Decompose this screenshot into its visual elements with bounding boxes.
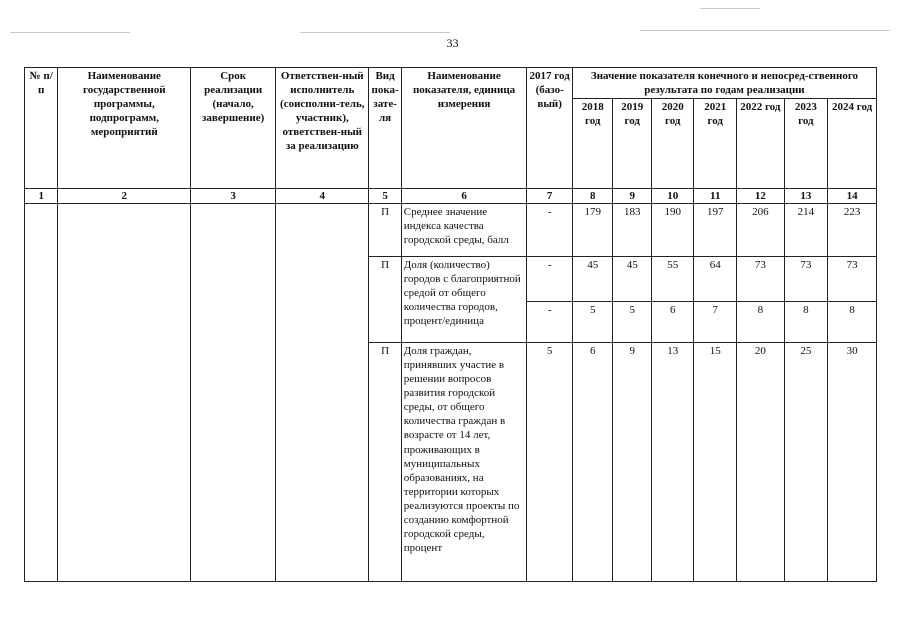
cell-indicator: Доля (количество) городов с благоприятной средой от общего количества городов, процент/единица [401,257,527,343]
cell-value: 223 [828,204,877,257]
cell-value: 7 [694,302,737,343]
scan-artifact [10,32,130,33]
column-number: 4 [276,189,369,204]
cell-kind: П [369,257,401,343]
cell-value: 64 [694,257,737,302]
scan-artifact [700,8,760,9]
page-number: 33 [446,36,459,50]
cell-value: 25 [784,343,828,582]
cell-name [58,204,191,582]
cell-value: 190 [651,204,694,257]
cell-value: 5 [572,302,613,343]
header-year: 2022 год [737,99,785,189]
cell-value: 8 [828,302,877,343]
cell-value: 9 [613,343,651,582]
cell-base: - [527,257,573,302]
column-number: 7 [527,189,573,204]
cell-value: 20 [737,343,785,582]
cell-kind: П [369,343,401,582]
header-base-year: 2017 год (базо-вый) [527,68,573,189]
cell-value: 45 [572,257,613,302]
column-number: 10 [651,189,694,204]
cell-value: 73 [828,257,877,302]
header-year: 2018 год [572,99,613,189]
column-number: 11 [694,189,737,204]
cell-value: 15 [694,343,737,582]
scan-artifact [640,30,890,31]
cell-value: 5 [613,302,651,343]
cell-value: 183 [613,204,651,257]
cell-value: 55 [651,257,694,302]
cell-value: 8 [784,302,828,343]
header-kind: Вид пока-зате-ля [369,68,401,189]
cell-value: 6 [572,343,613,582]
header-no: № п/п [25,68,58,189]
column-number: 12 [737,189,785,204]
column-number-row [25,189,877,204]
column-number: 9 [613,189,651,204]
column-number: 1 [25,189,58,204]
header-year: 2021 год [694,99,737,189]
column-number: 5 [369,189,401,204]
header-year: 2020 год [651,99,694,189]
cell-value: 179 [572,204,613,257]
cell-value: 206 [737,204,785,257]
cell-value: 30 [828,343,877,582]
column-number: 14 [828,189,877,204]
column-number: 13 [784,189,828,204]
header-executor: Ответствен-ный исполнитель (соисполни-тель, участник), ответствен-ный за реализацию [276,68,369,189]
header-row-1 [25,68,877,99]
cell-value: 214 [784,204,828,257]
cell-value: 13 [651,343,694,582]
cell-kind: П [369,204,401,257]
cell-value: 8 [737,302,785,343]
cell-no [25,204,58,582]
cell-executor [276,204,369,582]
header-indicator: Наименование показателя, единица измерения [401,68,527,189]
header-year: 2019 год [613,99,651,189]
scan-artifact [300,32,450,33]
header-term: Срок реализации (начало, завершение) [191,68,276,189]
cell-value: 197 [694,204,737,257]
table-row [25,204,877,257]
header-values-group: Значение показателя конечного и непосред-ственного результата по годам реализации [572,68,876,99]
cell-base: - [527,204,573,257]
header-name: Наименование государственной программы, подпрограмм, мероприятий [58,68,191,189]
cell-value: 6 [651,302,694,343]
cell-base: - [527,302,573,343]
column-number: 6 [401,189,527,204]
header-year: 2024 год [828,99,877,189]
cell-value: 73 [784,257,828,302]
indicator-table [24,67,877,582]
header-year: 2023 год [784,99,828,189]
cell-value: 45 [613,257,651,302]
cell-term [191,204,276,582]
cell-indicator: Среднее значение индекса качества городской среды, балл [401,204,527,257]
cell-base: 5 [527,343,573,582]
column-number: 2 [58,189,191,204]
column-number: 8 [572,189,613,204]
cell-value: 73 [737,257,785,302]
cell-indicator: Доля граждан, принявших участие в решении вопросов развития городской среды, от общего количества граждан в возрасте от 14 лет, проживающих в муниципальных образованиях, на территории которых реализуются проекты по созданию комфортной городской среды, процент [401,343,527,582]
column-number: 3 [191,189,276,204]
